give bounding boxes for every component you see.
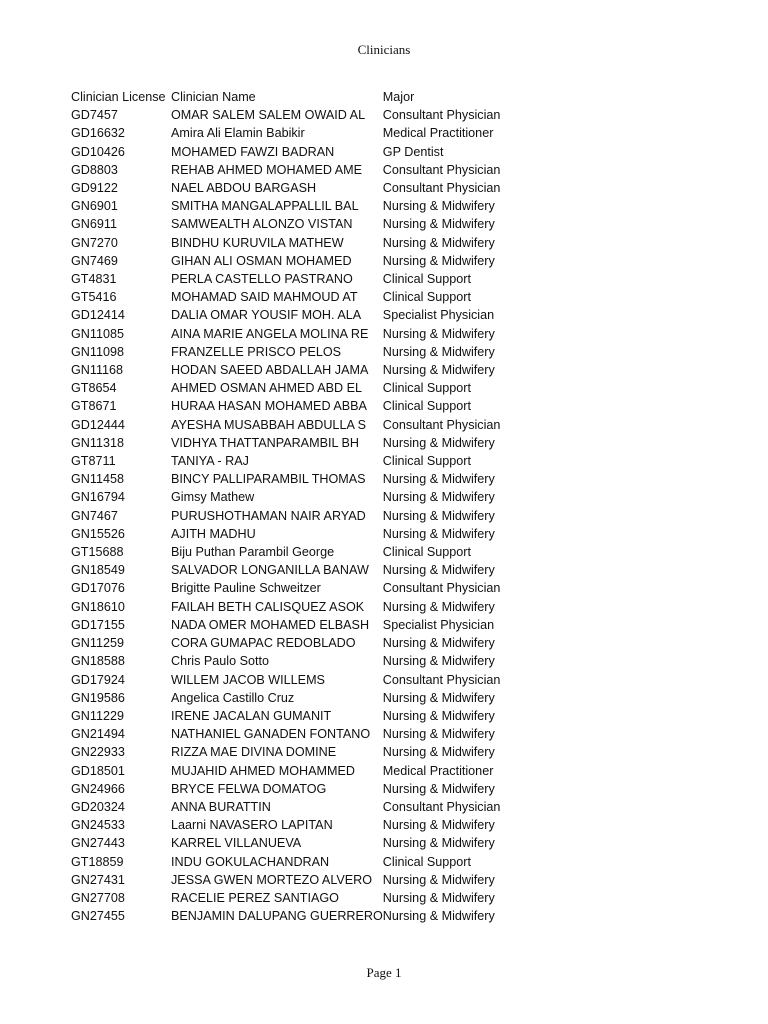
table-header-row [71, 88, 508, 106]
table-body [71, 106, 508, 925]
cell-license: GN24533 [71, 818, 125, 833]
cell-major: Nursing & Midwifery [382, 326, 495, 341]
cell-license: GN18549 [71, 563, 125, 578]
cell-name: Angelica Castillo Cruz [171, 690, 295, 705]
cell-major: Clinical Support [382, 272, 471, 287]
cell-major: Nursing & Midwifery [382, 435, 495, 450]
cell-name: DALIA OMAR YOUSIF MOH. ALA [171, 308, 362, 323]
cell-major: Nursing & Midwifery [382, 199, 495, 214]
cell-name: GIHAN ALI OSMAN MOHAMED [171, 253, 352, 268]
cell-name: BINDHU KURUVILA MATHEW [171, 235, 344, 250]
cell-license: GT8671 [71, 399, 117, 414]
cell-name: MOHAMAD SAID MAHMOUD AT [171, 290, 358, 305]
cell-license: GD16632 [71, 126, 125, 141]
table-row [71, 288, 508, 306]
cell-license: GN21494 [71, 727, 125, 742]
cell-license: GN7270 [71, 235, 118, 250]
clinicians-table [71, 88, 508, 925]
cell-major: Consultant Physician [382, 581, 501, 596]
cell-major: Nursing & Midwifery [382, 836, 495, 851]
cell-license: GD17076 [71, 581, 125, 596]
table-row [71, 488, 508, 506]
cell-name: AYESHA MUSABBAH ABDULLA S [171, 417, 367, 432]
cell-major: Nursing & Midwifery [382, 727, 495, 742]
cell-name: INDU GOKULACHANDRAN [171, 854, 330, 869]
cell-major: Nursing & Midwifery [382, 344, 495, 359]
cell-major: GP Dentist [382, 144, 444, 159]
cell-name: FRANZELLE PRISCO PELOS [171, 344, 342, 359]
cell-license: GT18859 [71, 854, 124, 869]
cell-major: Consultant Physician [382, 672, 501, 687]
cell-name: Amira Ali Elamin Babikir [171, 126, 305, 141]
cell-license: GN11168 [71, 363, 124, 378]
cell-major: Nursing & Midwifery [382, 909, 495, 924]
cell-major: Nursing & Midwifery [382, 890, 495, 905]
cell-license: GT5416 [71, 290, 117, 305]
table-row [71, 161, 508, 179]
cell-license: GN16794 [71, 490, 125, 505]
cell-major: Nursing & Midwifery [382, 363, 495, 378]
cell-name: Laarni NAVASERO LAPITAN [171, 818, 333, 833]
cell-name: BRYCE FELWA DOMATOG [171, 781, 327, 796]
table-row [71, 579, 508, 597]
cell-major: Consultant Physician [382, 799, 501, 814]
cell-name: AHMED OSMAN AHMED ABD EL [171, 381, 363, 396]
cell-name: JESSA GWEN MORTEZO ALVERO [171, 872, 373, 887]
cell-name: KARREL VILLANUEVA [171, 836, 302, 851]
column-header-major: Major [382, 90, 415, 104]
cell-name: HODAN SAEED ABDALLAH JAMA [171, 363, 369, 378]
cell-license: GD7457 [71, 108, 118, 123]
cell-license: GN27443 [71, 836, 125, 851]
cell-license: GN11458 [71, 472, 124, 487]
table-row [71, 598, 508, 616]
cell-name: Chris Paulo Sotto [171, 654, 270, 669]
table-row [71, 215, 508, 233]
column-header-name: Clinician Name [171, 90, 256, 104]
cell-name: AINA MARIE ANGELA MOLINA RE [171, 326, 369, 341]
cell-name: OMAR SALEM SALEM OWAID AL [171, 108, 366, 123]
cell-name: BENJAMIN DALUPANG GUERRERO [171, 909, 383, 924]
table-row [71, 798, 508, 816]
table-row [71, 725, 508, 743]
page-title: Clinicians [357, 42, 411, 57]
cell-license: GN11098 [71, 344, 124, 359]
cell-license: GD20324 [71, 799, 125, 814]
cell-major: Nursing & Midwifery [382, 490, 495, 505]
cell-major: Nursing & Midwifery [382, 690, 495, 705]
cell-major: Medical Practitioner [382, 763, 494, 778]
cell-license: GD18501 [71, 763, 125, 778]
table-row [71, 889, 508, 907]
cell-name: CORA GUMAPAC REDOBLADO [171, 636, 356, 651]
cell-name: NAEL ABDOU BARGASH [171, 181, 317, 196]
cell-license: GN18610 [71, 599, 125, 614]
table-row [71, 762, 508, 780]
table-row [71, 707, 508, 725]
cell-license: GN11259 [71, 636, 124, 651]
cell-license: GD17924 [71, 672, 125, 687]
table-row [71, 470, 508, 488]
cell-major: Nursing & Midwifery [382, 472, 495, 487]
table-row [71, 379, 508, 397]
cell-license: GD12414 [71, 308, 125, 323]
cell-name: MUJAHID AHMED MOHAMMED [171, 763, 356, 778]
cell-major: Clinical Support [382, 290, 471, 305]
cell-major: Nursing & Midwifery [382, 654, 495, 669]
cell-name: IRENE JACALAN GUMANIT [171, 708, 332, 723]
cell-name: Brigitte Pauline Schweitzer [171, 581, 321, 596]
cell-major: Nursing & Midwifery [382, 745, 495, 760]
page-number: Page 1 [366, 965, 402, 980]
cell-license: GN18588 [71, 654, 125, 669]
cell-major: Consultant Physician [382, 108, 501, 123]
cell-major: Nursing & Midwifery [382, 599, 495, 614]
cell-name: PURUSHOTHAMAN NAIR ARYAD [171, 508, 366, 523]
cell-license: GT8654 [71, 381, 117, 396]
cell-name: RIZZA MAE DIVINA DOMINE [171, 745, 337, 760]
cell-name: FAILAH BETH CALISQUEZ ASOK [171, 599, 365, 614]
table-row [71, 252, 508, 270]
cell-license: GT8711 [71, 454, 116, 469]
cell-name: Biju Puthan Parambil George [171, 545, 335, 560]
table-row [71, 143, 508, 161]
cell-major: Nursing & Midwifery [382, 563, 495, 578]
cell-license: GD17155 [71, 617, 125, 632]
cell-license: GD9122 [71, 181, 118, 196]
cell-license: GN11229 [71, 708, 124, 723]
cell-license: GN7469 [71, 253, 118, 268]
cell-license: GN6911 [71, 217, 117, 232]
table-row [71, 106, 508, 124]
table-row [71, 671, 508, 689]
table-row [71, 689, 508, 707]
cell-name: VIDHYA THATTANPARAMBIL BH [171, 435, 360, 450]
cell-name: ANNA BURATTIN [171, 799, 271, 814]
cell-name: HURAA HASAN MOHAMED ABBA [171, 399, 367, 414]
cell-license: GN22933 [71, 745, 125, 760]
table-row [71, 634, 508, 652]
cell-major: Consultant Physician [382, 181, 501, 196]
table-row [71, 124, 508, 142]
cell-name: RACELIE PEREZ SANTIAGO [171, 890, 339, 905]
cell-major: Nursing & Midwifery [382, 636, 495, 651]
cell-major: Medical Practitioner [382, 126, 494, 141]
cell-name: WILLEM JACOB WILLEMS [171, 672, 325, 687]
cell-major: Clinical Support [382, 454, 471, 469]
cell-major: Consultant Physician [382, 162, 501, 177]
cell-major: Nursing & Midwifery [382, 253, 495, 268]
cell-major: Specialist Physician [382, 617, 495, 632]
cell-name: REHAB AHMED MOHAMED AME [171, 162, 363, 177]
cell-major: Nursing & Midwifery [382, 526, 495, 541]
cell-name: SALVADOR LONGANILLA BANAW [171, 563, 369, 578]
cell-name: NADA OMER MOHAMED ELBASH [171, 617, 370, 632]
table-row [71, 197, 508, 215]
cell-major: Nursing & Midwifery [382, 235, 495, 250]
table-row [71, 306, 508, 324]
cell-major: Nursing & Midwifery [382, 708, 495, 723]
cell-name: BINCY PALLIPARAMBIL THOMAS [171, 472, 366, 487]
cell-license: GN15526 [71, 526, 125, 541]
table-row [71, 543, 508, 561]
cell-license: GN7467 [71, 508, 118, 523]
table-row [71, 907, 508, 925]
table-row [71, 871, 508, 889]
cell-name: PERLA CASTELLO PASTRANO [171, 272, 353, 287]
cell-license: GN27431 [71, 872, 125, 887]
cell-license: GD10426 [71, 144, 125, 159]
table-row [71, 397, 508, 415]
table-row [71, 525, 508, 543]
table-row [71, 343, 508, 361]
table-row [71, 743, 508, 761]
table-row [71, 452, 508, 470]
cell-name: Gimsy Mathew [171, 490, 255, 505]
cell-license: GN19586 [71, 690, 125, 705]
table-row [71, 416, 508, 434]
table-row [71, 616, 508, 634]
table-row [71, 270, 508, 288]
table-row [71, 816, 508, 834]
cell-license: GN11318 [71, 435, 124, 450]
cell-license: GD8803 [71, 162, 118, 177]
cell-license: GT4831 [71, 272, 117, 287]
cell-major: Consultant Physician [382, 417, 501, 432]
table-row [71, 853, 508, 871]
cell-license: GN27708 [71, 890, 125, 905]
cell-major: Specialist Physician [382, 308, 495, 323]
cell-major: Nursing & Midwifery [382, 781, 495, 796]
table-row [71, 652, 508, 670]
table-row [71, 780, 508, 798]
table-row [71, 434, 508, 452]
cell-major: Nursing & Midwifery [382, 508, 495, 523]
cell-name: SAMWEALTH ALONZO VISTAN [171, 217, 353, 232]
cell-name: SMITHA MANGALAPPALLIL BAL [171, 199, 359, 214]
cell-name: MOHAMED FAWZI BADRAN [171, 144, 335, 159]
cell-license: GN11085 [71, 326, 124, 341]
table-row [71, 361, 508, 379]
cell-major: Clinical Support [382, 399, 471, 414]
cell-major: Nursing & Midwifery [382, 872, 495, 887]
table-row [71, 561, 508, 579]
cell-major: Nursing & Midwifery [382, 818, 495, 833]
cell-license: GN27455 [71, 909, 125, 924]
table-row [71, 325, 508, 343]
cell-license: GN6901 [71, 199, 118, 214]
cell-name: NATHANIEL GANADEN FONTANO [171, 727, 371, 742]
cell-name: TANIYA - RAJ [171, 454, 249, 469]
cell-major: Clinical Support [382, 545, 471, 560]
cell-license: GT15688 [71, 545, 124, 560]
cell-name: AJITH MADHU [171, 526, 256, 541]
table-row [71, 834, 508, 852]
cell-major: Nursing & Midwifery [382, 217, 495, 232]
table-row [71, 507, 508, 525]
table-row [71, 234, 508, 252]
cell-license: GD12444 [71, 417, 125, 432]
cell-license: GN24966 [71, 781, 125, 796]
table-row [71, 179, 508, 197]
cell-major: Clinical Support [382, 854, 471, 869]
column-header-license: Clinician License [71, 90, 166, 104]
cell-major: Clinical Support [382, 381, 471, 396]
